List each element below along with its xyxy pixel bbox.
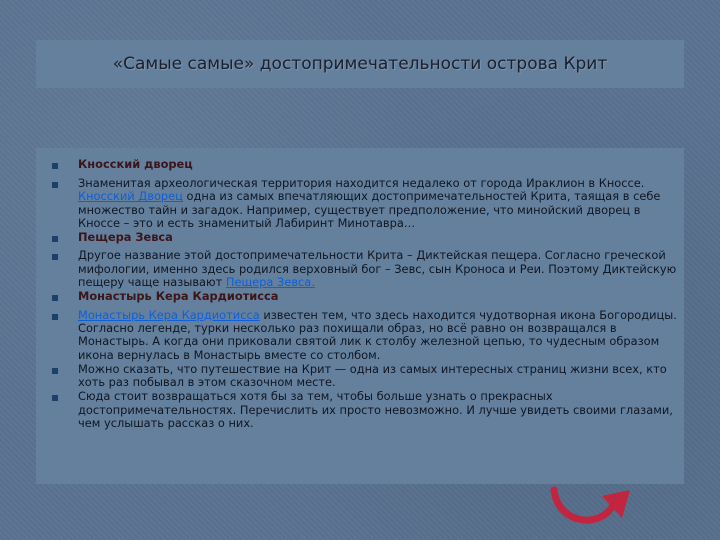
bullet-list (46, 158, 682, 430)
bullet-icon (52, 295, 58, 301)
para-knossos: Знаменитая археологическая территория находится недалеко от города Ираклион в Кноссе. Кносский Дворец одна из самых впечатляющих достопримечательностей Крита, таящая в себе множество тайн и загадок. Например, существует предположение, что минойский дворец в Кноссе – это и есть знаменитый Лабиринт Минотавра… (78, 176, 661, 230)
list-item (46, 231, 682, 244)
list-item (46, 363, 682, 390)
list-item (46, 249, 682, 289)
bullet-icon (52, 314, 58, 320)
link-zeus-cave[interactable]: Пещера Зевса. (225, 275, 315, 290)
curved-return-arrow-icon[interactable] (538, 484, 638, 532)
link-knossos-palace[interactable]: Кносский Дворец (78, 189, 183, 204)
list-item (46, 290, 682, 303)
link-monastery[interactable]: Монастырь Кера Кардиотисса (78, 307, 260, 322)
heading-zeus-cave: Пещера Зевса (78, 230, 173, 245)
bullet-icon (52, 368, 58, 374)
para-travel: Можно сказать, что путешествие на Крит — одна из самых интересных страниц жизни всех, кто хоть раз побывал в этом сказочном месте. (78, 361, 667, 390)
content-box (36, 148, 684, 484)
heading-knossos: Кносский дворец (78, 157, 193, 171)
list-item (46, 177, 682, 230)
list-item (46, 390, 682, 430)
list-item (46, 158, 682, 172)
heading-monastery: Монастырь Кера Кардиотисса (78, 289, 279, 304)
list-item (46, 309, 682, 362)
bullet-icon (52, 254, 58, 260)
bullet-icon (52, 395, 58, 401)
para-zeus-cave: Другое название этой достопримечательности Крита – Диктейская пещера. Согласно греческой мифологии, именно здесь родился верховный бог – Зевс, сын Кроноса и Реи. Поэтому Диктейскую пещеру чаще называют Пещера Зевса. (78, 248, 677, 290)
title-box (36, 40, 684, 88)
bullet-icon (52, 236, 58, 242)
para-monastery: Монастырь Кера Кардиотисса известен тем, что здесь находится чудотворная икона Богородицы. Согласно легенде, турки несколько раз похищали образ, но всё равно он возвращался в Монастырь. А когда они приковали святой лик к столбу железной цепью, то чудесным образом икона вернулась в Монастырь вместе со столбом. (78, 307, 677, 362)
bullet-icon (52, 163, 58, 169)
para-return: Сюда стоит возвращаться хотя бы за тем, чтобы больше узнать о прекрасных достопримечательностях. Перечислить их просто невозможно. И лучше увидеть своими глазами, чем услышать рассказ о них. (78, 389, 673, 431)
slide-title: «Самые самые» достопримечательности острова Крит (112, 54, 608, 74)
bullet-icon (52, 182, 58, 188)
